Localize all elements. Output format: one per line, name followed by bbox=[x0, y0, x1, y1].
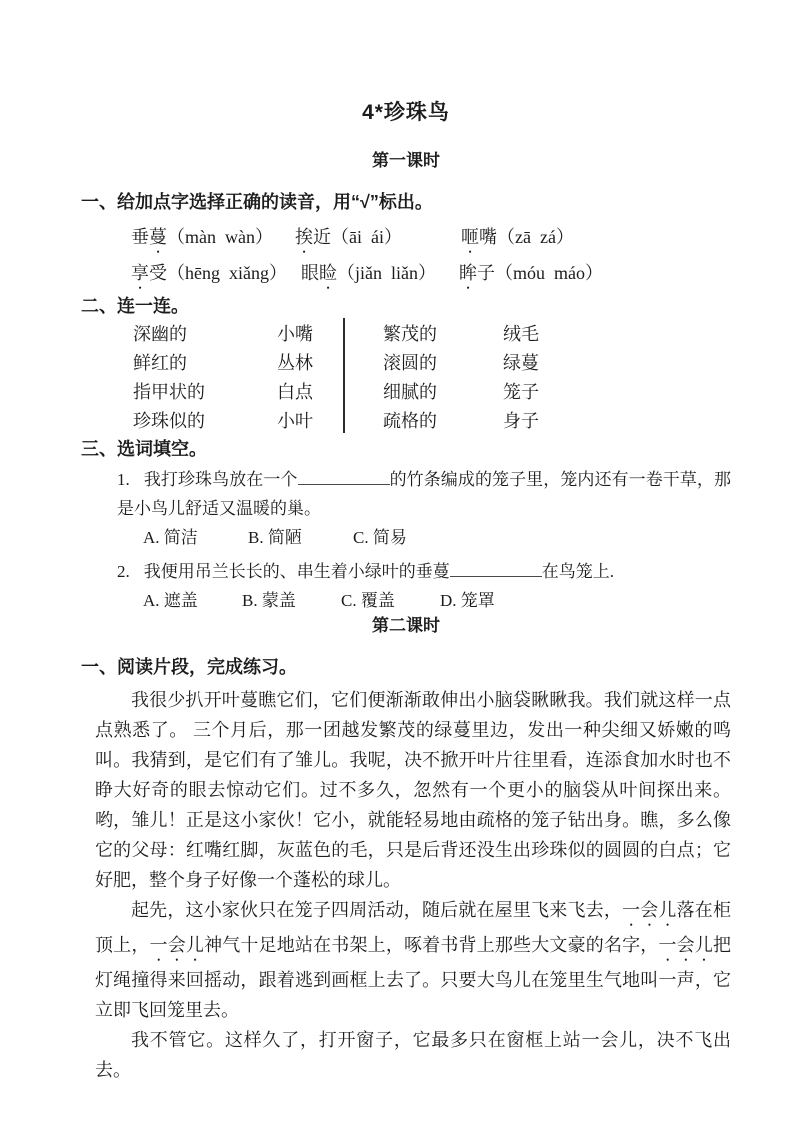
dotted-char: 眸 bbox=[459, 263, 477, 283]
match-word: 小叶 bbox=[277, 411, 313, 431]
dotted-char: 蔓 bbox=[149, 227, 167, 247]
match-word: 身子 bbox=[503, 411, 539, 431]
word-part: 眼 bbox=[301, 263, 319, 283]
emphasized-text: 一会儿 bbox=[149, 935, 205, 955]
question-text: 在鸟笼上. bbox=[541, 562, 614, 581]
section2-heading: 二、连一连。 bbox=[81, 296, 189, 316]
match-row bbox=[133, 349, 731, 378]
pinyin-item bbox=[295, 221, 461, 257]
reading-passage bbox=[95, 685, 731, 1085]
matching-exercise bbox=[133, 320, 731, 436]
session2-title: 第二课时 bbox=[372, 616, 440, 635]
dotted-char: 挨 bbox=[295, 227, 313, 247]
options-row-2 bbox=[143, 586, 731, 615]
match-word: 白点 bbox=[277, 382, 313, 402]
fill-blank-question-1 bbox=[117, 465, 731, 523]
section3-heading: 三、选词填空。 bbox=[81, 439, 207, 459]
answer-blank bbox=[298, 472, 390, 485]
session1-title: 第一课时 bbox=[372, 151, 440, 170]
dotted-char: 睑 bbox=[319, 263, 337, 283]
passage-paragraph-2 bbox=[95, 895, 731, 1025]
pinyin-row-2 bbox=[131, 257, 731, 293]
pinyin-item bbox=[461, 221, 574, 257]
match-word: 丛林 bbox=[277, 353, 313, 373]
emphasized-text: 一会儿 bbox=[622, 900, 677, 920]
match-word: 鲜红的 bbox=[133, 353, 187, 373]
dotted-char: 享 bbox=[131, 263, 149, 283]
dotted-char: 咂 bbox=[461, 227, 479, 247]
match-word: 疏格的 bbox=[383, 411, 437, 431]
pinyin-item bbox=[459, 257, 603, 293]
option: A. 简洁 bbox=[143, 528, 198, 547]
passage-text: 把灯绳撞得来回摇动，跟着逃到画框上去了。只要大鸟儿在笼里生气地叫一声，它立即飞回笼里去。 bbox=[95, 935, 732, 1020]
answer-blank bbox=[450, 564, 542, 577]
reading-heading: 一、阅读片段，完成练习。 bbox=[81, 657, 297, 677]
option: C. 覆盖 bbox=[341, 591, 395, 610]
word-part: 垂 bbox=[131, 227, 149, 247]
options-row-1 bbox=[143, 523, 731, 552]
option: D. 笼罩 bbox=[440, 591, 495, 610]
question-text: 的竹条编成的笼子里，笼内还有一卷干草，那是小鸟儿舒适又温暖的巢。 bbox=[117, 470, 731, 518]
section1-heading: 一、给加点字选择正确的读音，用“√”标出。 bbox=[81, 192, 433, 212]
option: A. 遮盖 bbox=[143, 591, 198, 610]
word-part: （jiǎn liǎn） bbox=[337, 263, 436, 283]
match-row bbox=[133, 378, 731, 407]
match-word: 滚圆的 bbox=[383, 353, 437, 373]
match-word: 指甲状的 bbox=[133, 382, 205, 402]
match-word: 深幽的 bbox=[133, 324, 187, 344]
match-word: 笼子 bbox=[503, 382, 539, 402]
match-word: 小嘴 bbox=[277, 324, 313, 344]
match-word: 绿蔓 bbox=[503, 353, 539, 373]
word-part: 近（āi ái） bbox=[313, 227, 402, 247]
pinyin-item bbox=[131, 257, 301, 293]
match-word: 繁茂的 bbox=[383, 324, 437, 344]
pinyin-item bbox=[131, 221, 295, 257]
word-part: （màn wàn） bbox=[167, 227, 273, 247]
emphasized-text: 一会儿 bbox=[658, 935, 714, 955]
word-part: 子（móu máo） bbox=[477, 263, 603, 283]
question-text: 我打珍珠鸟放在一个 bbox=[143, 470, 298, 489]
passage-text: 起先，这小家伙只在笼子四周活动，随后就在屋里飞来飞去， bbox=[131, 900, 623, 920]
pinyin-row-1 bbox=[131, 221, 731, 257]
option: B. 简陋 bbox=[248, 528, 302, 547]
match-word: 珍珠似的 bbox=[133, 411, 205, 431]
word-part: 受（hēng xiǎng） bbox=[149, 263, 287, 283]
passage-text: 落在柜顶上， bbox=[95, 900, 731, 955]
passage-paragraph-1: 我很少扒开叶蔓瞧它们，它们便渐渐敢伸出小脑袋瞅瞅我。我们就这样一点点熟悉了。 三个月后，那一团越发繁茂的绿蔓里边，发出一种尖细又娇嫩的鸣叫。我猜到，是它们有了雏儿。我呢，决不掀开叶片往里看，连添食加水时也不睁大好奇的眼去惊动它们。过不多久，忽然有一个更小的脑袋从叶间探出来。哟，雏儿！正是这小家伙！它小，就能轻易地由疏格的笼子钻出身。瞧，多么像它的父母：红嘴红脚，灰蓝色的毛，只是后背还没生出珍珠似的圆圆的白点；它好肥，整个身子好像一个蓬松的球儿。 bbox=[95, 690, 731, 890]
match-word: 绒毛 bbox=[503, 324, 539, 344]
passage-text: 神气十足地站在书架上，啄着书背上那些大文豪的名字， bbox=[204, 935, 659, 955]
option: B. 蒙盖 bbox=[242, 591, 296, 610]
match-word: 细腻的 bbox=[383, 382, 437, 402]
question-text: 我便用吊兰长长的、串生着小绿叶的垂蔓 bbox=[143, 562, 450, 581]
match-row bbox=[133, 407, 731, 436]
option: C. 简易 bbox=[353, 528, 407, 547]
question-number: 1. bbox=[117, 470, 130, 489]
pinyin-item bbox=[301, 257, 459, 293]
word-part: 嘴（zā zá） bbox=[479, 227, 574, 247]
divider-line bbox=[343, 318, 345, 433]
question-number: 2. bbox=[117, 562, 130, 581]
doc-title: 4*珍珠鸟 bbox=[362, 101, 450, 124]
match-row bbox=[133, 320, 731, 349]
fill-blank-question-2 bbox=[117, 557, 731, 586]
passage-paragraph-3: 我不管它。这样久了，打开窗子，它最多只在窗框上站一会儿，决不飞出去。 bbox=[95, 1030, 731, 1080]
